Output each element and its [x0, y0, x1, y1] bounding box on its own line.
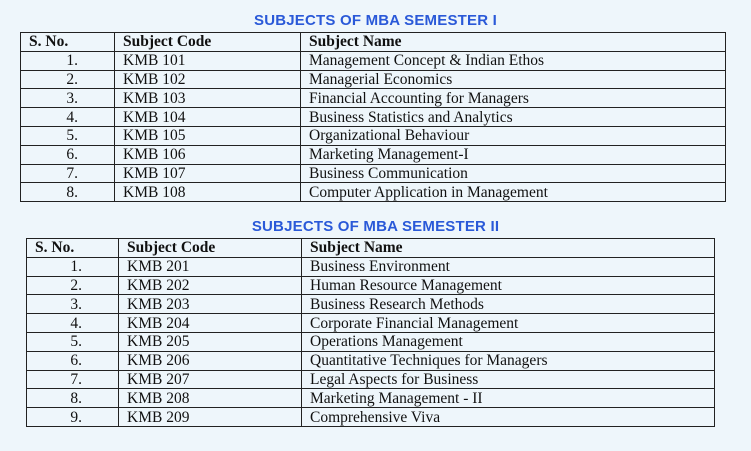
table-row — [27, 370, 715, 389]
serial-number: 5. — [27, 332, 119, 351]
serial-number: 8. — [27, 389, 119, 408]
header-subject-code: Subject Code — [115, 33, 301, 52]
subject-code: KMB 208 — [119, 389, 302, 408]
subject-name: Marketing Management - II — [302, 389, 715, 408]
serial-number: 6. — [27, 351, 119, 370]
subject-name: Business Communication — [301, 164, 726, 183]
table-row — [21, 145, 726, 164]
subject-code: KMB 102 — [115, 70, 301, 89]
table-row — [27, 389, 715, 408]
table-header-row — [21, 33, 726, 52]
subject-name: Comprehensive Viva — [302, 408, 715, 427]
subject-name: Managerial Economics — [301, 70, 726, 89]
serial-number: 8. — [21, 183, 115, 202]
serial-number: 1. — [21, 51, 115, 70]
subject-code: KMB 104 — [115, 108, 301, 127]
table-row — [27, 314, 715, 333]
serial-number: 7. — [21, 164, 115, 183]
serial-number: 3. — [27, 295, 119, 314]
subject-name: Operations Management — [302, 332, 715, 351]
table-row — [21, 183, 726, 202]
subject-code: KMB 207 — [119, 370, 302, 389]
serial-number: 4. — [21, 108, 115, 127]
subject-code: KMB 202 — [119, 276, 302, 295]
subject-name: Management Concept & Indian Ethos — [301, 51, 726, 70]
serial-number: 3. — [21, 89, 115, 108]
subject-code: KMB 201 — [119, 257, 302, 276]
serial-number: 5. — [21, 126, 115, 145]
header-subject-name: Subject Name — [301, 33, 726, 52]
table-row — [21, 164, 726, 183]
table-row — [21, 51, 726, 70]
serial-number: 1. — [27, 257, 119, 276]
subject-name: Business Research Methods — [302, 295, 715, 314]
table-row — [27, 408, 715, 427]
table-row — [21, 70, 726, 89]
table-row — [21, 126, 726, 145]
serial-number: 2. — [27, 276, 119, 295]
subject-code: KMB 205 — [119, 332, 302, 351]
subject-code: KMB 107 — [115, 164, 301, 183]
table-row — [27, 257, 715, 276]
subject-code: KMB 206 — [119, 351, 302, 370]
header-subject-name: Subject Name — [302, 239, 715, 258]
serial-number: 4. — [27, 314, 119, 333]
subject-code: KMB 101 — [115, 51, 301, 70]
subject-code: KMB 103 — [115, 89, 301, 108]
semester-1-table — [20, 32, 726, 202]
table-header-row — [27, 239, 715, 258]
table-row — [27, 332, 715, 351]
subject-name: Computer Application in Management — [301, 183, 726, 202]
header-sno: S. No. — [21, 33, 115, 52]
subject-name: Business Environment — [302, 257, 715, 276]
subject-code: KMB 106 — [115, 145, 301, 164]
table-row — [21, 108, 726, 127]
subject-name: Financial Accounting for Managers — [301, 89, 726, 108]
subject-code: KMB 204 — [119, 314, 302, 333]
subject-name: Organizational Behaviour — [301, 126, 726, 145]
subject-name: Corporate Financial Management — [302, 314, 715, 333]
serial-number: 9. — [27, 408, 119, 427]
table-row — [27, 351, 715, 370]
serial-number: 6. — [21, 145, 115, 164]
subject-code: KMB 203 — [119, 295, 302, 314]
table-row — [27, 276, 715, 295]
header-sno: S. No. — [27, 239, 119, 258]
serial-number: 7. — [27, 370, 119, 389]
subject-code: KMB 108 — [115, 183, 301, 202]
header-subject-code: Subject Code — [119, 239, 302, 258]
semester-2-table — [26, 238, 715, 427]
subject-name: Legal Aspects for Business — [302, 370, 715, 389]
serial-number: 2. — [21, 70, 115, 89]
subject-code: KMB 209 — [119, 408, 302, 427]
semester-1-title: SUBJECTS OF MBA SEMESTER I — [253, 12, 497, 29]
subject-name: Business Statistics and Analytics — [301, 108, 726, 127]
subject-name: Human Resource Management — [302, 276, 715, 295]
subject-name: Quantitative Techniques for Managers — [302, 351, 715, 370]
subject-name: Marketing Management-I — [301, 145, 726, 164]
table-row — [21, 89, 726, 108]
semester-2-title: SUBJECTS OF MBA SEMESTER II — [251, 218, 500, 235]
table-row — [27, 295, 715, 314]
subject-code: KMB 105 — [115, 126, 301, 145]
